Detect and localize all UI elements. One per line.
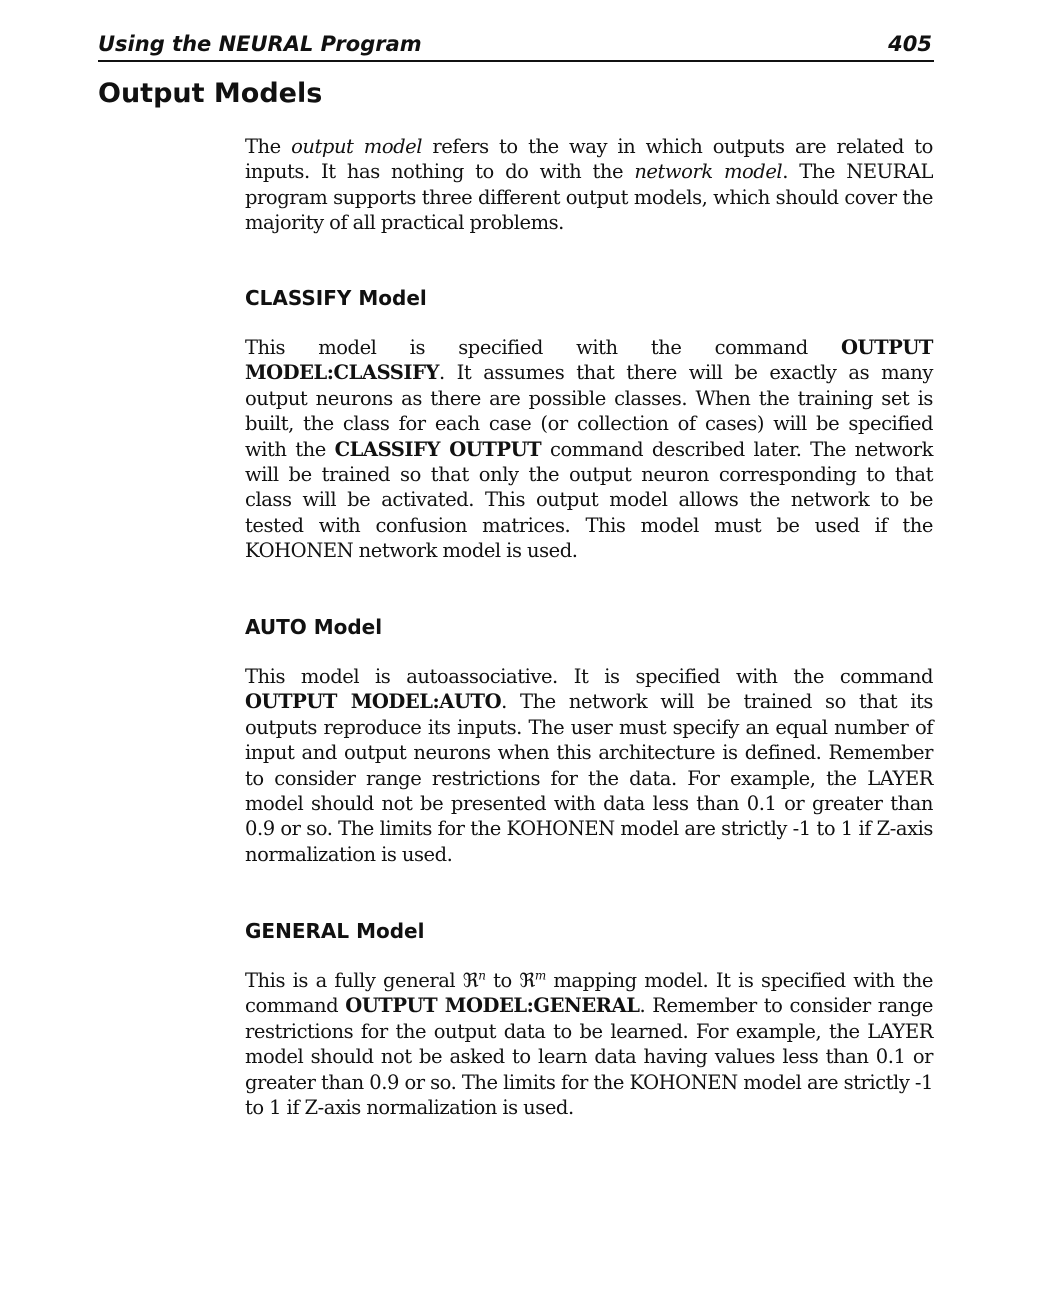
general-paragraph	[245, 968, 933, 1120]
auto-paragraph	[245, 664, 933, 867]
superscript-n: n	[478, 968, 486, 983]
general-text-1: This is a fully general	[245, 969, 463, 992]
classify-command-classify-output: CLASSIFY OUTPUT	[334, 437, 542, 461]
classify-text-2: . It assumes that there will be exactly as many output neurons as there are possible classes. When the training set is built, the class for each case (or collection of cases) will be specified with the	[245, 361, 933, 461]
intro-term-network-model: network model	[634, 160, 783, 184]
intro-text-1: The	[245, 135, 292, 158]
intro-term-output-model: output model	[291, 135, 423, 158]
auto-text-2: . The network will be trained so that its outputs reproduce its inputs. The user must specify an equal number of input and output neurons when this architecture is defined. Remember to consider range restrictions for the data. For example, the LAYER model should not be presented with data less than 0.1 or greater than 0.9 or so. The limits for the KOHONEN model are strictly -1 to 1 if Z-axis normalization is used.	[245, 690, 933, 866]
auto-text-1: This model is autoassociative. It is specified with the command	[245, 665, 933, 688]
general-heading: GENERAL Model	[245, 919, 425, 943]
general-text-4: . Remember to consider range restrictions for the output data to be learned. For example, the LAYER model should not be asked to learn data having values less than 0.1 or greater than 0.9 or so. The limits for the KOHONEN model are strictly -1 to 1 if Z-axis normalization is used.	[245, 994, 933, 1120]
superscript-m: m	[534, 968, 546, 983]
section-title: Output Models	[98, 78, 323, 109]
classify-heading: CLASSIFY Model	[245, 286, 427, 310]
general-text-3: mapping model. It is specified with the command	[245, 969, 933, 1018]
classify-text-3: command described later. The network will be trained so that only the output neuron corresponding to that class will be activated. This output model allows the network to be tested with confusion matrices. This model must be used if the KOHONEN network model is used.	[245, 437, 933, 563]
intro-text-2: refers to the way in which outputs are related to inputs. It has nothing to do with the	[245, 135, 933, 184]
running-header	[98, 30, 934, 62]
general-command-output-model: OUTPUT MODEL:GENERAL	[345, 994, 640, 1018]
intro-paragraph	[245, 134, 933, 236]
auto-heading: AUTO Model	[245, 615, 383, 639]
real-space-symbol-n: ℜ	[462, 969, 479, 992]
intro-text-3: . The NEURAL program supports three different output models, which should cover the majority of all practical problems.	[245, 160, 933, 235]
classify-command-output-model: OUTPUT MODEL:CLASSIFY	[245, 336, 933, 385]
running-header-title: Using the NEURAL Program	[98, 32, 422, 56]
classify-paragraph	[245, 335, 933, 564]
real-space-symbol-m: ℜ	[519, 969, 535, 992]
page-number: 405	[888, 32, 932, 56]
general-text-2: to	[485, 969, 520, 992]
auto-command-output-model: OUTPUT MODEL:AUTO	[245, 690, 502, 714]
classify-text-1: This model is specified with the command	[245, 336, 842, 359]
